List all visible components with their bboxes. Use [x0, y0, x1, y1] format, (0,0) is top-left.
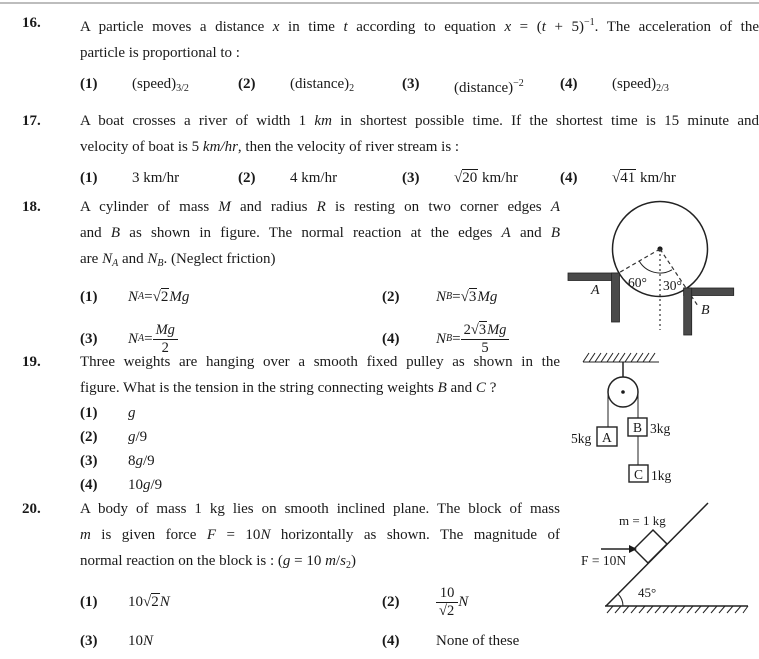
- box-b-letter: B: [633, 420, 643, 435]
- option-number: (4): [382, 331, 400, 347]
- option-value: 3 km/hr: [132, 170, 180, 186]
- option-value: 10g/9: [128, 477, 163, 493]
- option-value: $\frac{10}{√2}$ N: [436, 581, 560, 623]
- option-row: [80, 401, 560, 425]
- option-value: g: [128, 405, 136, 421]
- question-text-line: and B as shown in figure. The normal reaction at the edges A and B: [80, 225, 560, 241]
- edge-a-vertical-wall: [612, 273, 620, 322]
- option-value: $(distance)_2$: [290, 76, 355, 94]
- option-row: [80, 473, 560, 497]
- option-value: N A = √2 Mg: [128, 289, 190, 305]
- option-row: [80, 425, 560, 449]
- option-value: 10 N: [128, 633, 154, 649]
- question-number: 18.: [22, 199, 41, 215]
- option-number: (2): [382, 594, 400, 610]
- option-number: (3): [402, 170, 420, 186]
- question-text-line: velocity of boat is 5 km/hr, then the velocity of river stream is :: [80, 139, 460, 155]
- angle-arc: [639, 261, 672, 273]
- option-number: (3): [402, 76, 420, 92]
- option-value: $(speed)_{3/2}$: [132, 76, 189, 94]
- option-number: (1): [80, 76, 98, 92]
- ceiling-hatching: [583, 353, 655, 362]
- box-c-letter: C: [634, 467, 644, 482]
- block-on-incline: [634, 530, 667, 563]
- ground-hatching: [607, 606, 748, 613]
- question-17: [22, 108, 759, 191]
- question-18: [22, 194, 560, 363]
- option-number: (2): [238, 170, 256, 186]
- question-text-line: normal reaction on the block is : (g = 10 $m/s_2$): [80, 553, 356, 571]
- option-value: 10 √2 N: [128, 594, 170, 610]
- question-number: 17.: [22, 113, 41, 129]
- option-row: [80, 449, 560, 473]
- option-value: (distance)$^{-2}$: [454, 78, 524, 96]
- options-row: [80, 71, 759, 102]
- option-number: (4): [560, 76, 578, 92]
- pulley-figure: [555, 348, 759, 488]
- weight-a-label: 5kg: [571, 431, 592, 446]
- option-number: (2): [238, 76, 256, 92]
- option-value: N B = $\frac{2√3Mg}{5}$: [436, 315, 560, 363]
- box-a-letter: A: [602, 430, 612, 445]
- force-label: F = 10N: [581, 553, 627, 568]
- options-row: [80, 165, 759, 191]
- option-number: (4): [560, 170, 578, 186]
- question-text-line: particle is proportional to :: [80, 45, 240, 61]
- question-text-line: A cylinder of mass M and radius R is resting on two corner edges A: [80, 199, 560, 215]
- incline-figure: [555, 495, 759, 630]
- incline-angle-label: 45°: [638, 585, 657, 600]
- option-number: (1): [80, 594, 98, 610]
- option-number: (1): [80, 405, 98, 421]
- question-number: 20.: [22, 501, 41, 517]
- option-value: 4 km/hr: [290, 170, 338, 186]
- option-number: (4): [382, 633, 400, 649]
- cylinder-corner-figure: [560, 190, 759, 340]
- option-number: (4): [80, 477, 98, 493]
- option-value: N B = √3 Mg: [436, 289, 498, 305]
- option-number: (3): [80, 633, 98, 649]
- options-list: [80, 401, 560, 497]
- option-number: (1): [80, 170, 98, 186]
- incline-angle-arc: [618, 594, 623, 606]
- option-value: √20 km/hr: [454, 170, 518, 186]
- option-number: (2): [80, 429, 98, 445]
- question-text-line: A body of mass 1 kg lies on smooth inclined plane. The block of mass: [80, 501, 560, 517]
- block-mass-label: m = 1 kg: [619, 513, 666, 528]
- question-text-line: Three weights are hanging over a smooth fixed pulley as shown in the: [80, 354, 560, 370]
- edge-a-label: A: [591, 283, 600, 298]
- question-19: [22, 349, 560, 497]
- option-value: √41 km/hr: [612, 170, 676, 186]
- question-text-line: m is given force F = 10N horizontally as shown. The magnitude of: [80, 527, 561, 543]
- angle-left-label: 60°: [628, 275, 647, 290]
- edge-b-label: B: [701, 303, 710, 318]
- option-value: $(speed)_{2/3}$: [612, 76, 669, 94]
- option-value: g/9: [128, 429, 148, 445]
- weight-b-label: 3kg: [650, 421, 671, 436]
- option-number: (3): [80, 453, 98, 469]
- option-value: N A = $\frac{Mg}{2}$: [128, 315, 382, 363]
- weight-c-label: 1kg: [651, 468, 672, 483]
- question-16: [22, 10, 759, 102]
- options-grid: [80, 581, 560, 659]
- option-number: (2): [382, 289, 400, 305]
- angle-right-label: 30°: [663, 278, 682, 293]
- question-number: 16.: [22, 15, 41, 31]
- question-text-line: are $N_A$ and $N_B$. (Neglect friction): [80, 251, 276, 269]
- question-text-line: A particle moves a distance x in time t according to equation $x = (t + 5)^{-1}$. The acceleration of the: [80, 17, 759, 35]
- option-number: (3): [80, 331, 98, 347]
- pulley-axle-dot: [621, 390, 625, 394]
- question-text-line: figure. What is the tension in the string connecting weights B and C ?: [80, 380, 497, 396]
- option-value: None of these: [436, 633, 520, 649]
- question-text-line: A boat crosses a river of width 1 km in shortest possible time. If the shortest time is 15 minute and: [80, 113, 759, 129]
- question-20: [22, 496, 560, 659]
- question-number: 19.: [22, 354, 41, 370]
- edge-b-vertical-wall: [684, 288, 692, 335]
- option-number: (1): [80, 289, 98, 305]
- option-value: 8g/9: [128, 453, 155, 469]
- page-top-rule: [0, 2, 759, 4]
